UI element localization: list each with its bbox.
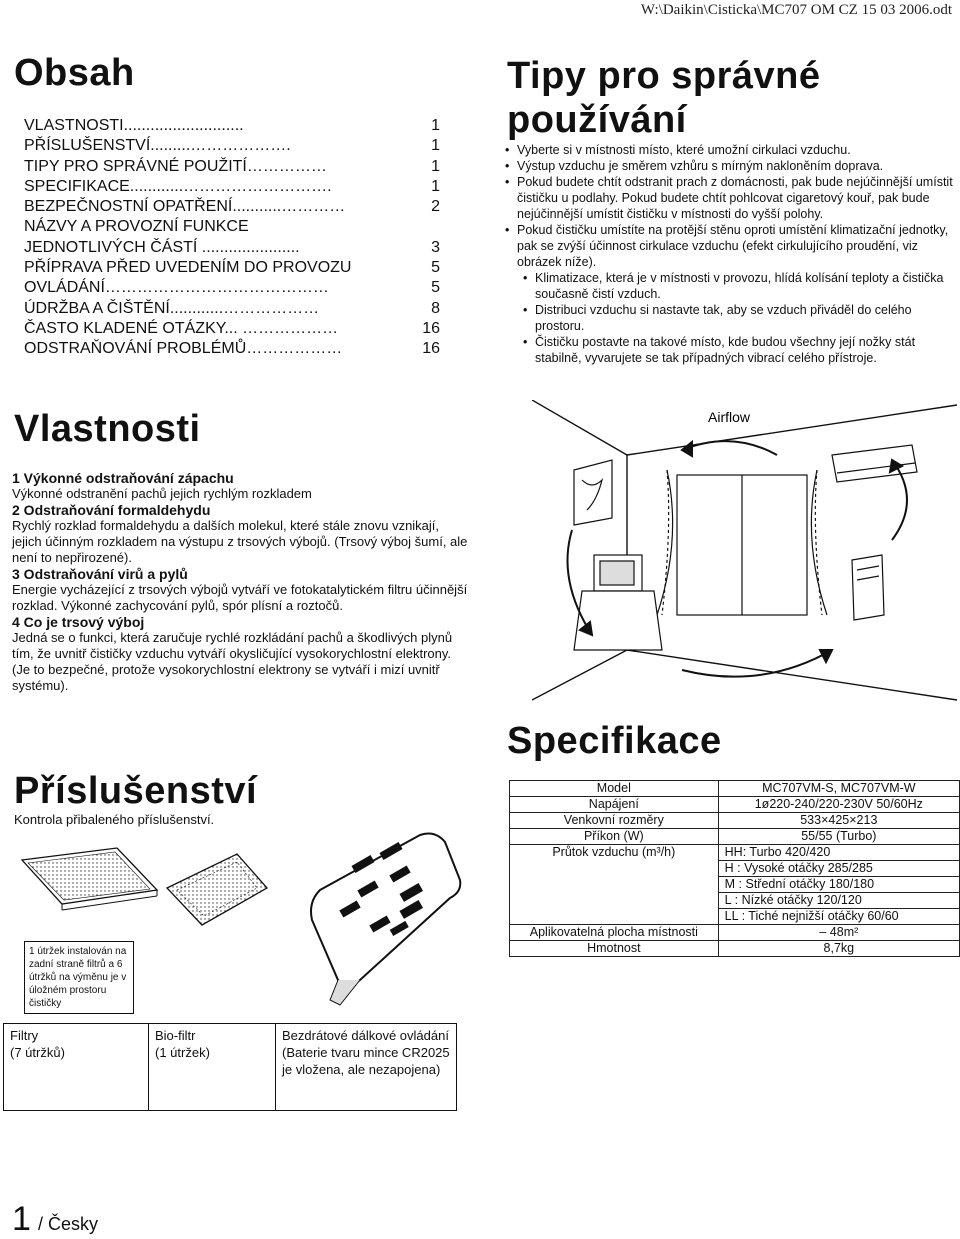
tip-item: • Klimatizace, která je v místnosti v provozu, hlídá kolísání teploty a čistička současně čistí vzduch. [523,270,955,302]
room-walls [532,400,957,700]
toc-entry[interactable]: OVLÁDÁNÍ…………………………………… 5 [24,279,440,297]
air-conditioner-icon [832,445,917,482]
room-airflow-illustration [532,400,960,710]
tips-title: Tipy pro správné používání [507,55,821,141]
tip-item: • Vyberte si v místnosti místo, které umožní cirkulaci vzduchu. [505,142,955,158]
remote-control-icon [311,834,460,1005]
accessory-cell: Bio-filtr (1 útržek) [149,1024,276,1111]
filter-note: 1 útržek instalován na zadní straně filtrů a 6 útržků na výměnu je v úložném prostoru čističky [24,941,134,1014]
feature-title: 4 Co je trsový výboj [12,614,145,630]
tip-item: • Pokud čističku umístíte na protější stěnu oproti umístění klimatizační jednotky, pak se zvýší účinnost cirkulace vzduchu (efekt cirkulujícího proudění, viz obrázek níže). [505,222,955,270]
feature-title: 2 Odstraňování formaldehydu [12,502,211,518]
toc-entry[interactable]: ÚDRŽBA A ČIŠTĚNÍ............……………… 8 [24,299,440,317]
spec-row: Model MC707VM-S, MC707VM-W [510,781,960,797]
features-title: Vlastnosti [14,408,201,450]
feature-text: Jedná se o funkci, která zaručuje rychlé rozkládání pachů a škodlivých plynů tím, že uvnitř čističky vzduchu vytváří okysličující vysokorychlostní elektrony. (Je to bezpečné, protože vysokorychlostní elektrony se vytváří i mizí uvnitř systému). [12,630,453,693]
spec-row: L : Nízké otáčky 120/120 [510,893,960,909]
page-number: 1 [12,1200,31,1238]
bio-filter-icon [167,854,267,925]
accessories-table [3,1023,457,1111]
toc-entry[interactable]: TIPY PRO SPRÁVNÉ POUŽITÍ…………… 1 [24,157,440,175]
toc-entry[interactable]: PŘÍSLUŠENSTVÍ.........………………. 1 [24,137,440,155]
spec-row: Napájení 1ø220-240/220-230V 50/60Hz [510,797,960,813]
spec-row: M : Střední otáčky 180/180 [510,877,960,893]
tip-item: • Čističku postavte na takové místo, kde budou všechny její nožky stát stabilně, vyvarujete se tak případných vibrací celého přístroje. [523,334,955,366]
spec-row: Aplikovatelná plocha místnosti – 48m² [510,925,960,941]
toc-list [24,116,444,360]
features-list [12,470,472,694]
tip-item: • Pokud budete chtít odstranit prach z domácnosti, pak bude nejúčinnější umístit čističku u podlahy. Pokud budete chtít pohlcovat cigaretový kouř, pak bude nejúčinnější umístit čističku v místnosti do vyšší polohy. [505,174,955,222]
file-path: W:\Daikin\Cisticka\MC707 OM CZ 15 03 2006.odt [640,2,952,18]
toc-entry[interactable]: ODSTRAŇOVÁNÍ PROBLÉMŮ……………… 16 [24,340,440,358]
toc-entry[interactable]: PŘÍPRAVA PŘED UVEDENÍM DO PROVOZU 5 [24,259,440,277]
accessory-cell: Filtry (7 útržků) [4,1024,149,1111]
tip-item: • Výstup vzduchu je směrem vzhůru s mírným nakloněním doprava. [505,158,955,174]
feature-text: Výkonné odstranění pachů jejich rychlým rozkladem [12,486,312,501]
feature-text: Energie vycházející z trsových výbojů vytváří ve fotokatalytickém filtru účinnější rozklad. Výkonné zachycování pylů, spór plísní a roztočů. [12,582,468,613]
tip-item: • Distribuci vzduchu si nastavte tak, aby se vzduch přiváděl do celého prostoru. [523,302,955,334]
spec-table [509,780,960,957]
spec-row: Hmotnost 8,7kg [510,941,960,957]
tv-icon [574,555,662,650]
window-with-curtains-icon [657,470,827,615]
toc-title: Obsah [14,52,135,94]
toc-entry[interactable]: VLASTNOSTI........................... 1 [24,117,440,134]
spec-title: Specifikace [507,720,722,762]
tips-list [505,142,955,366]
feature-text: Rychlý rozklad formaldehydu a dalších molekul, které stále znovu vznikají, jejich účinným rozkladem na výstupu z trsových výbojů. (Trsový výboj šumí, ale není to nepřirozené). [12,518,468,565]
toc-entry[interactable]: NÁZVY A PROVOZNÍ FUNKCE [24,218,249,236]
toc-entry[interactable]: SPECIFIKACE............………………………. 1 [24,177,440,195]
feature-title: 1 Výkonné odstraňování zápachu [12,470,234,486]
feature-title: 3 Odstraňování virů a pylů [12,566,188,582]
air-purifier-icon [852,555,884,620]
picture-frame-icon [574,460,612,525]
accessories-subtitle: Kontrola přibaleného příslušenství. [14,812,215,827]
toc-entry[interactable]: JEDNOTLIVÝCH ČÁSTÍ ...................... 3 [24,238,440,256]
accessories-title: Příslušenství [14,770,258,812]
toc-entry[interactable]: BEZPEČNOSTNÍ OPATŘENÍ...........………… 2 [24,198,440,216]
spec-row: Venkovní rozměry 533×425×213 [510,813,960,829]
spec-row: H : Vysoké otáčky 285/285 [510,861,960,877]
spec-row: LL : Tiché nejnižší otáčky 60/60 [510,909,960,925]
accessory-cell: Bezdrátové dálkové ovládání (Baterie tvaru mince CR2025 je vložena, ale nezapojena) [276,1024,457,1111]
spec-row: Průtok vzduchu (m³/h) HH: Turbo 420/420 [510,845,960,861]
spec-row: Příkon (W) 55/55 (Turbo) [510,829,960,845]
page-language: / Česky [38,1214,99,1234]
toc-entry[interactable]: ČASTO KLADENÉ OTÁZKY... ……………… 16 [24,319,440,337]
airflow-label: Airflow [708,409,751,425]
remote-control-illustration [300,830,475,1010]
filter-pads-icon [22,848,157,910]
